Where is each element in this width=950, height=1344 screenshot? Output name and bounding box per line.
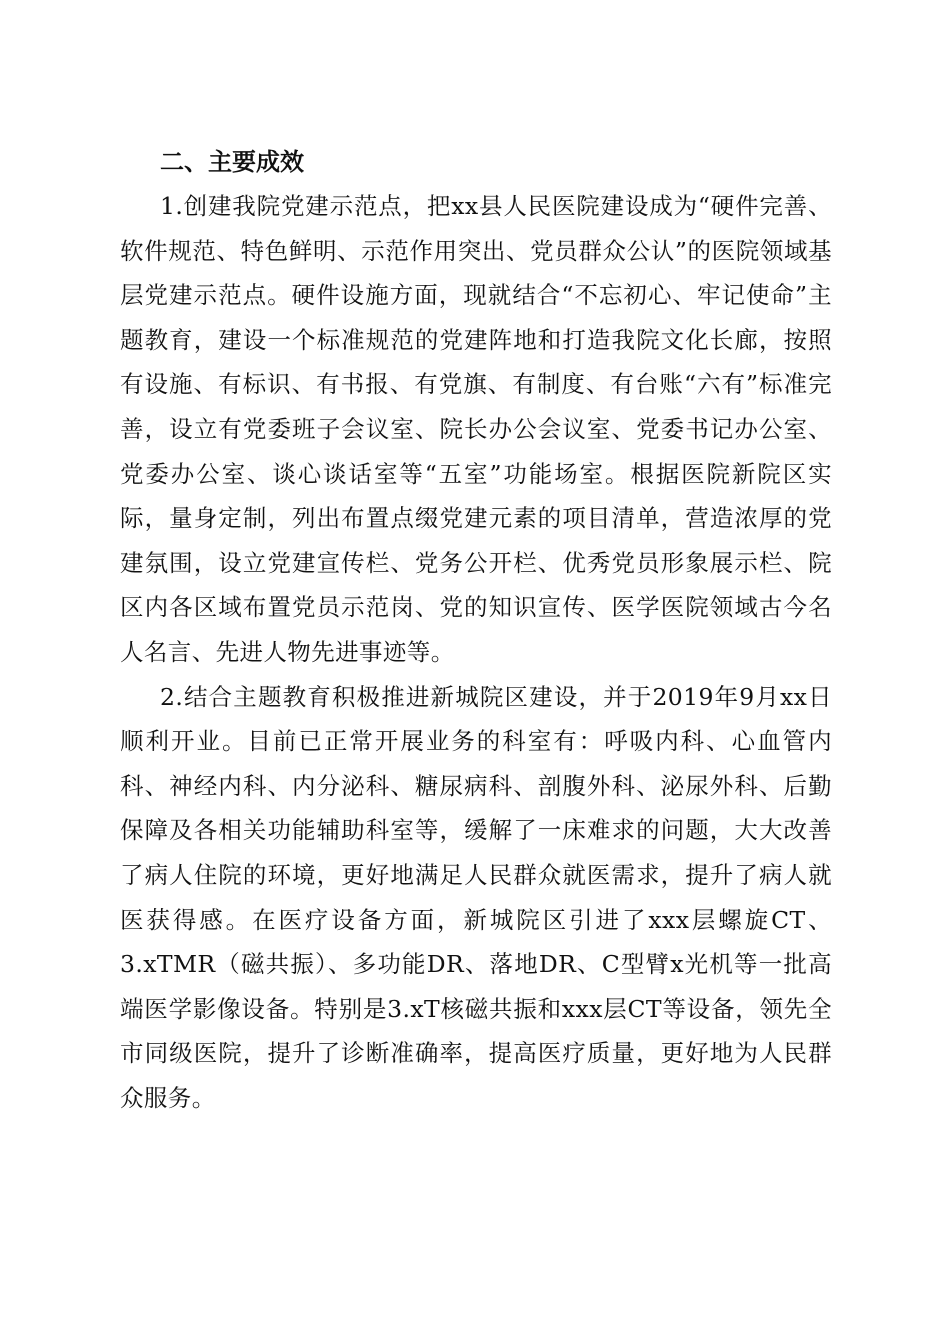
paragraph-1: 1.创建我院党建示范点，把xx县人民医院建设成为“硬件完善、软件规范、特色鲜明、示范作用突出、党员群众公认”的医院领域基层党建示范点。硬件设施方面，现就结合“不忘初心、牢记使命”主题教育，建设一个标准规范的党建阵地和打造我院文化长廊，按照有设施、有标识、有书报、有党旗、有制度、有台账“六有”标准完善，设立有党委班子会议室、院长办公会议室、党委书记办公室、党委办公室、谈心谈话室等“五室”功能场室。根据医院新院区实际，量身定制，列出布置点缀党建元素的项目清单，营造浓厚的党建氛围，设立党建宣传栏、党务公开栏、优秀党员形象展示栏、院区内各区域布置党员示范岗、党的知识宣传、医学医院领域古今名人名言、先进人物先进事迹等。 — [120, 192, 832, 666]
document-body — [120, 140, 832, 1120]
section-heading: 二、主要成效 — [160, 148, 304, 176]
paragraph-2: 2.结合主题教育积极推进新城院区建设，并于2019年9月xx日顺利开业。目前已正常开展业务的科室有：呼吸内科、心血管内科、神经内科、内分泌科、糖尿病科、剖腹外科、泌尿外科、后勤保障及各相关功能辅助科室等，缓解了一床难求的问题，大大改善了病人住院的环境，更好地满足人民群众就医需求，提升了病人就医获得感。在医疗设备方面，新城院区引进了xxx层螺旋CT、3.xTMR（磁共振）、多功能DR、落地DR、C型臂x光机等一批高端医学影像设备。特别是3.xT核磁共振和xxx层CT等设备，领先全市同级医院，提升了诊断准确率，提高医疗质量，更好地为人民群众服务。 — [120, 682, 832, 1112]
